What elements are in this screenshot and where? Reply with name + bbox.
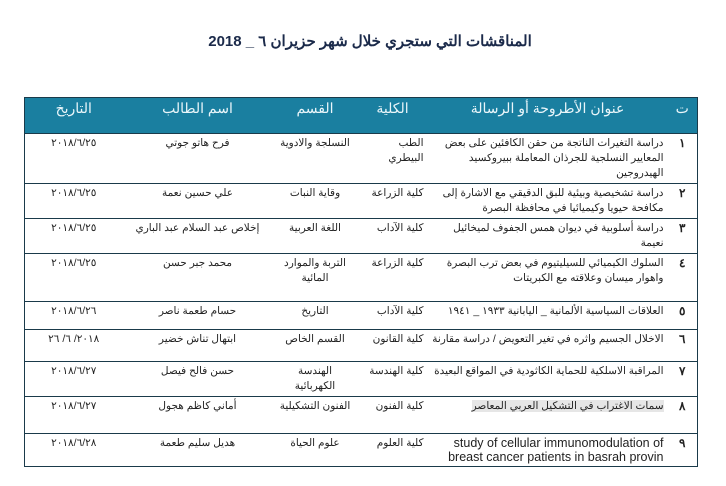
header-number: ت xyxy=(668,98,698,134)
highlighted-title: سمات الاغتراب في التشكيل العربي المعاصر xyxy=(471,400,664,412)
table-row xyxy=(25,134,698,184)
row-number: ٣ xyxy=(668,219,698,254)
student-name: إخلاص عبد السلام عبد الباري xyxy=(123,219,273,254)
row-number: ٧ xyxy=(668,362,698,397)
student-name: فرح هاتو جوتي xyxy=(123,134,273,184)
department: الفنون التشكيلية xyxy=(273,397,358,434)
date: ٢٠١٨/٦/٢٧ xyxy=(25,397,123,434)
thesis-title: السلوك الكيميائي للسيليتيوم في بعض ترب البصرة واهوار ميسان وعلاقته مع الكبريتات xyxy=(428,254,668,302)
row-number: ٨ xyxy=(668,397,698,434)
department: التربة والموارد المائية xyxy=(273,254,358,302)
row-number: ٢ xyxy=(668,184,698,219)
student-name: علي حسين نعمة xyxy=(123,184,273,219)
date: ٢٠١٨/٦/٢٥ xyxy=(25,254,123,302)
row-number: ٤ xyxy=(668,254,698,302)
student-name: حسام طعمة ناصر xyxy=(123,302,273,330)
page-title: المناقشات التي ستجري خلال شهر حزيران ٦ _ 2018 xyxy=(208,33,532,50)
table-row xyxy=(25,330,698,362)
department: اللغة العربية xyxy=(273,219,358,254)
table-row xyxy=(25,254,698,302)
college: كلية العلوم xyxy=(358,434,428,467)
student-name: ابتهال تناش خضير xyxy=(123,330,273,362)
thesis-title: study of cellular immunomodulation of breast cancer patients in basrah provin xyxy=(428,434,668,467)
date: ٢٠١٨/٦/٢٦ xyxy=(25,302,123,330)
table-row xyxy=(25,184,698,219)
thesis-title: العلاقات السياسية الألمانية _ اليابانية ١٩٣٣ _ ١٩٤١ xyxy=(428,302,668,330)
thesis-title: دراسة التغيرات الناتجة من حقن الكافئين على بعض المعايير النسلجية للجرذان المعاملة ببيروكسيد الهيدروجين xyxy=(428,134,668,184)
college: كلية الآداب xyxy=(358,302,428,330)
row-number: ٩ xyxy=(668,434,698,467)
header-date: التاريخ xyxy=(25,98,123,134)
header-title: عنوان الأطروحة أو الرسالة xyxy=(428,98,668,134)
table-row xyxy=(25,397,698,434)
row-number: ٥ xyxy=(668,302,698,330)
college: كلية الآداب xyxy=(358,219,428,254)
date: ٢٠١٨/٦/٢٥ xyxy=(25,184,123,219)
student-name: هديل سليم طعمة xyxy=(123,434,273,467)
table-row xyxy=(25,362,698,397)
date: ٢٠١٨/٦/٢٨ xyxy=(25,434,123,467)
college: الطب البيطري xyxy=(358,134,428,184)
table-row xyxy=(25,434,698,467)
table-row xyxy=(25,219,698,254)
college: كلية القانون xyxy=(358,330,428,362)
row-number: ٦ xyxy=(668,330,698,362)
department: القسم الخاص xyxy=(273,330,358,362)
department: الهندسة الكهربائية xyxy=(273,362,358,397)
date: ٢٠١٨/ ٦/ ٢٦ xyxy=(25,330,123,362)
department: النسلجة والادوية xyxy=(273,134,358,184)
date: ٢٠١٨/٦/٢٥ xyxy=(25,219,123,254)
college: كلية الزراعة xyxy=(358,184,428,219)
department: التاريخ xyxy=(273,302,358,330)
row-number: ١ xyxy=(668,134,698,184)
thesis-title: دراسة تشخيصية وبيئية للبق الدقيقي مع الاشارة إلى مكافحة حيويا وكيميائيا في محافظة البصرة xyxy=(428,184,668,219)
thesis-title: دراسة أسلوبية في ديوان همس الجفوف لميخائيل نعيمة xyxy=(428,219,668,254)
date: ٢٠١٨/٦/٢٥ xyxy=(25,134,123,184)
student-name: محمد جبر حسن xyxy=(123,254,273,302)
department: وقاية النبات xyxy=(273,184,358,219)
student-name: حسن فالح فيصل xyxy=(123,362,273,397)
table-header-row xyxy=(25,98,698,134)
header-student: اسم الطالب xyxy=(123,98,273,134)
student-name: أماني كاظم هجول xyxy=(123,397,273,434)
thesis-title xyxy=(428,397,668,434)
header-department: القسم xyxy=(273,98,358,134)
college: كلية الزراعة xyxy=(358,254,428,302)
thesis-title: المراقبة الاسلكية للحماية الكاثودية في المواقع البعيدة xyxy=(428,362,668,397)
header-college: الكلية xyxy=(358,98,428,134)
college: كلية الفنون xyxy=(358,397,428,434)
college: كلية الهندسة xyxy=(358,362,428,397)
table-row xyxy=(25,302,698,330)
department: علوم الحياة xyxy=(273,434,358,467)
discussions-table xyxy=(24,97,698,467)
date: ٢٠١٨/٦/٢٧ xyxy=(25,362,123,397)
thesis-title: الاخلال الجسيم واثره في تغير التعويض / دراسة مقارنة xyxy=(428,330,668,362)
